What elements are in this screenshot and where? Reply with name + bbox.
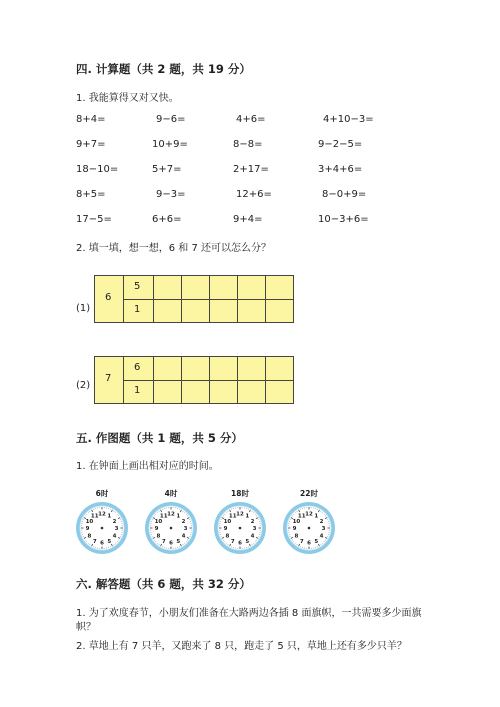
total-number: 7 (105, 373, 112, 384)
equation: 8−0+9= (322, 189, 367, 200)
svg-text:8: 8 (294, 533, 299, 540)
clock-3[interactable] (200, 488, 280, 562)
svg-text:6: 6 (238, 540, 242, 547)
equation: 18−10= (76, 164, 119, 175)
section-4-title: 四. 计算题（共 2 题，共 19 分） (76, 62, 251, 76)
svg-text:6: 6 (100, 540, 104, 547)
svg-text:5: 5 (245, 538, 250, 545)
box-2-label: (2) (76, 380, 91, 391)
equation: 9−2−5= (318, 139, 363, 150)
clock-2[interactable] (131, 488, 211, 562)
svg-text:12: 12 (236, 511, 244, 518)
box-1-label: (1) (76, 303, 91, 314)
clock-time-label: 4时 (164, 489, 178, 498)
equation: 9−6= (156, 114, 186, 125)
equation: 4+6= (236, 114, 266, 125)
equation: 12+6= (236, 189, 272, 200)
svg-text:8: 8 (87, 533, 92, 540)
equation: 9+4= (233, 214, 263, 225)
equation: 5+7= (152, 164, 182, 175)
question-2-text: 2. 草地上有 7 只羊，又跑来了 8 只，跑走了 5 只，草地上还有多少只羊？ (76, 641, 407, 652)
svg-text:1: 1 (245, 513, 250, 520)
svg-text:4: 4 (319, 533, 324, 540)
equation: 6+6= (152, 214, 182, 225)
number-split-box-1 (94, 275, 294, 323)
svg-text:11: 11 (297, 513, 306, 520)
svg-text:3: 3 (183, 526, 188, 533)
svg-text:7: 7 (92, 538, 97, 545)
part-number: 5 (134, 281, 141, 292)
svg-text:1: 1 (314, 513, 319, 520)
svg-text:4: 4 (181, 533, 186, 540)
other-part-number: 1 (134, 304, 141, 315)
svg-text:9: 9 (85, 526, 90, 533)
svg-text:7: 7 (230, 538, 235, 545)
svg-text:1: 1 (107, 513, 112, 520)
svg-text:10: 10 (154, 518, 163, 525)
equation: 9+7= (76, 139, 106, 150)
svg-text:2: 2 (250, 518, 255, 525)
question-text: 1. 在钟面上画出相对应的时间。 (76, 461, 219, 472)
clock-face-icon (200, 498, 280, 558)
svg-text:9: 9 (154, 526, 159, 533)
svg-text:7: 7 (161, 538, 166, 545)
svg-text:12: 12 (305, 511, 313, 518)
svg-text:5: 5 (176, 538, 181, 545)
svg-text:3: 3 (114, 526, 119, 533)
equation: 8+5= (76, 189, 106, 200)
equation: 9−3= (156, 189, 186, 200)
svg-text:2: 2 (319, 518, 324, 525)
svg-text:10: 10 (292, 518, 301, 525)
section-5-title: 五. 作图题（共 1 题，共 5 分） (76, 431, 243, 445)
question-2-text: 2. 填一填，想一想，6 和 7 还可以怎么分？ (76, 243, 271, 254)
svg-text:6: 6 (169, 540, 173, 547)
number-split-box-2 (94, 356, 294, 404)
total-number: 6 (105, 292, 112, 303)
equation: 3+4+6= (318, 164, 363, 175)
svg-text:10: 10 (85, 518, 94, 525)
svg-text:5: 5 (107, 538, 112, 545)
svg-text:12: 12 (167, 511, 175, 518)
svg-text:7: 7 (299, 538, 304, 545)
svg-text:3: 3 (252, 526, 257, 533)
other-part-number: 1 (134, 385, 141, 396)
svg-text:3: 3 (321, 526, 326, 533)
svg-text:11: 11 (228, 513, 237, 520)
svg-text:2: 2 (112, 518, 117, 525)
svg-text:8: 8 (156, 533, 161, 540)
equation: 10−3+6= (318, 214, 369, 225)
clock-face-icon (62, 498, 142, 558)
svg-text:6: 6 (307, 540, 311, 547)
clock-time-label: 18时 (231, 489, 249, 498)
svg-text:10: 10 (223, 518, 232, 525)
svg-text:4: 4 (250, 533, 255, 540)
svg-text:4: 4 (112, 533, 117, 540)
svg-text:1: 1 (176, 513, 181, 520)
svg-text:5: 5 (314, 538, 319, 545)
clock-4[interactable] (269, 488, 349, 562)
question-1-line-2: 帜？ (76, 622, 96, 633)
svg-text:8: 8 (225, 533, 230, 540)
equation: 2+17= (233, 164, 269, 175)
part-number: 6 (134, 362, 141, 373)
question-1-text: 1. 我能算得又对又快。 (76, 93, 179, 104)
svg-text:11: 11 (159, 513, 168, 520)
equation: 4+10−3= (323, 114, 374, 125)
question-1-line-1: 1. 为了欢度春节，小朋友们准备在大路两边各插 8 面旗帜，一共需要多少面旗 (76, 608, 422, 619)
svg-text:2: 2 (181, 518, 186, 525)
section-6-title: 六. 解答题（共 6 题，共 32 分） (76, 577, 251, 591)
svg-text:12: 12 (98, 511, 106, 518)
equation: 17−5= (76, 214, 112, 225)
equation: 8−8= (233, 139, 263, 150)
clock-time-label: 6时 (95, 489, 109, 498)
equation: 8+4= (76, 114, 106, 125)
clock-time-label: 22时 (300, 489, 318, 498)
clock-face-icon (269, 498, 349, 558)
equation: 10+9= (152, 139, 188, 150)
svg-text:9: 9 (292, 526, 297, 533)
svg-text:9: 9 (223, 526, 228, 533)
svg-text:11: 11 (90, 513, 99, 520)
clock-face-icon (131, 498, 211, 558)
clock-1[interactable] (62, 488, 142, 562)
